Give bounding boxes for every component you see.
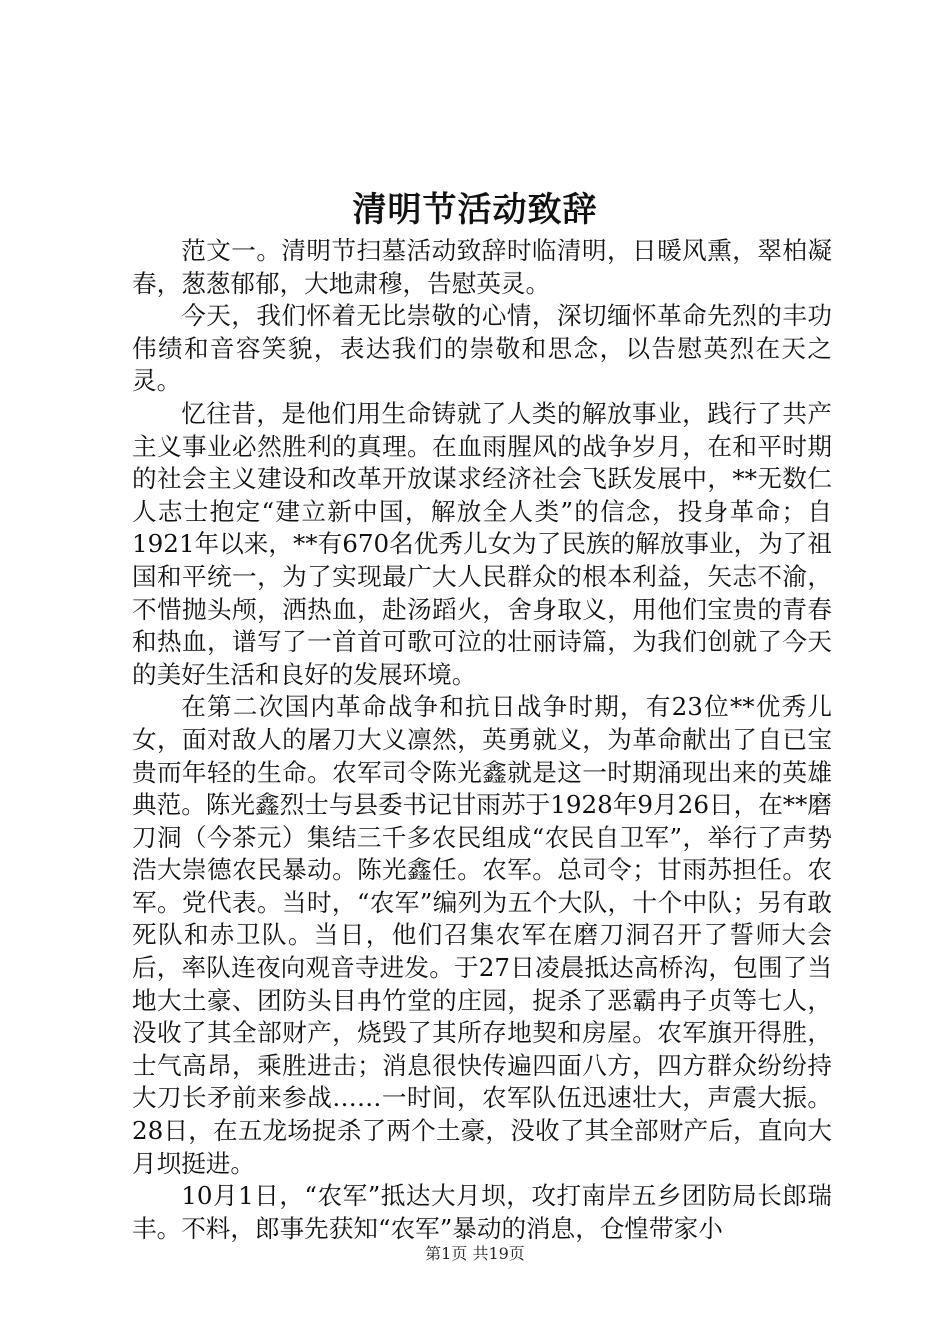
paragraph: 忆往昔，是他们用生命铸就了人类的解放事业，践行了共产主义事业必然胜利的真理。在血雨腥风的战争岁月，在和平时期的社会主义建设和改革开放谋求经济社会飞跃发展中，**无数仁人志士抱定“建立新中国，解放全人类”的信念，投身革命；自1921年以来，**有670名优秀儿女为了民族的解放事业，为了祖国和平统一，为了实现最广大人民群众的根本利益，矢志不渝，不惜抛头颅，洒热血，赴汤蹈火，舍身取义，用他们宝贵的青春和热血，谱写了一首首可歌可泣的壮丽诗篇，为我们创就了今天的美好生活和良好的发展环境。 <box>132 398 832 689</box>
paragraph: 10月1日，“农军”抵达大月坝，攻打南岸五乡团防局长郎瑞丰。不料，郎事先获知“农军”暴动的消息，仓惶带家小 <box>132 1181 832 1243</box>
paragraph: 今天，我们怀着无比崇敬的心情，深切缅怀革命先烈的丰功伟绩和音容笑貌，表达我们的崇敬和思念，以告慰英烈在天之灵。 <box>132 301 832 396</box>
document-title: 清明节活动致辞 <box>352 190 598 230</box>
page-number: 第1页 共19页 <box>425 1244 525 1263</box>
paragraph: 在第二次国内革命战争和抗日战争时期，有23位**优秀儿女，面对敌人的屠刀大义凛然，英勇就义，为革命献出了自已宝贵而年轻的生命。农军司令陈光鑫就是这一时期涌现出来的英雄典范。陈光鑫烈士与县委书记甘雨苏于1928年9月26日，在**磨刀洞（今茶元）集结三千多农民组成“农民自卫军”，举行了声势浩大崇德农民暴动。陈光鑫任。农军。总司令；甘雨苏担任。农军。党代表。当时，“农军”编列为五个大队，十个中队；另有敢死队和赤卫队。当日，他们召集农军在磨刀洞召开了誓师大会后，率队连夜向观音寺进发。于27日凌晨抵达高桥沟，包围了当地大土豪、团防头目冉竹堂的庄园，捉杀了恶霸冉子贞等七人，没收了其全部财产，烧毁了其所存地契和房屋。农军旗开得胜，士气高昂，乘胜进击；消息很快传遍四面八方，四方群众纷纷持大刀长矛前来参战……一时间，农军队伍迅速壮大，声震大振。28日，在五龙场捉杀了两个土豪，没收了其全部财产后，直向大月坝挺进。 <box>132 692 832 1178</box>
page-footer <box>0 1243 950 1265</box>
paragraph: 范文一。清明节扫墓活动致辞时临清明，日暖风熏，翠柏凝春，葱葱郁郁，大地肃穆，告慰英灵。 <box>132 236 832 298</box>
document-body <box>132 235 832 1245</box>
